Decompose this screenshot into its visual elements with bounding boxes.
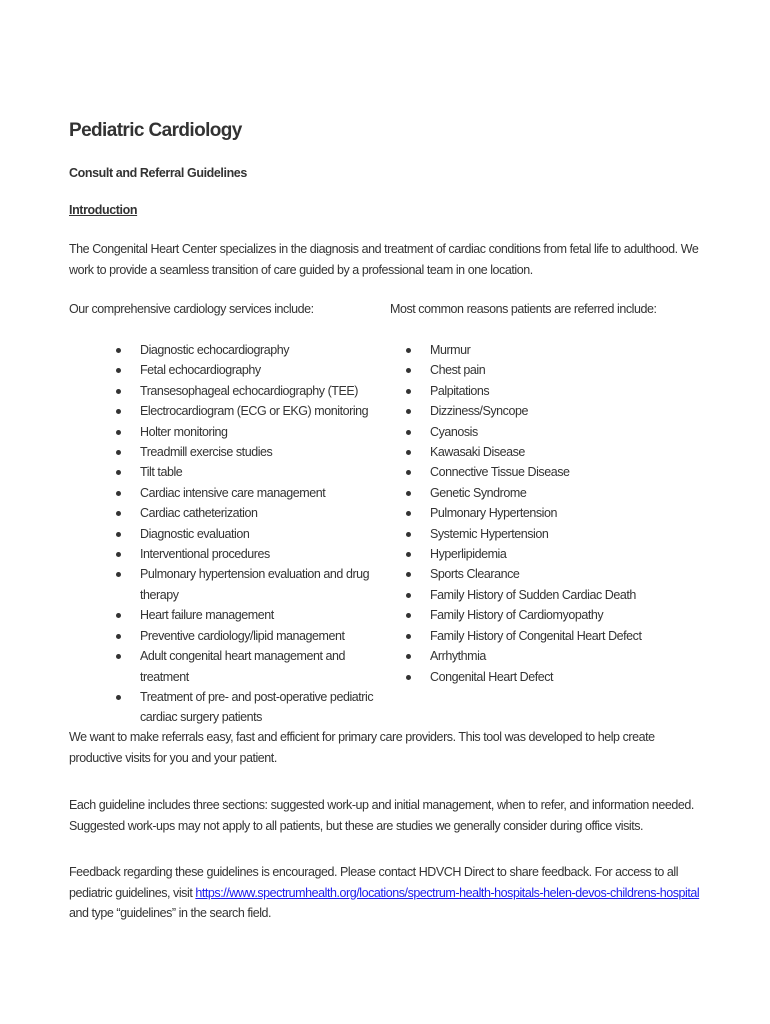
page-subtitle: Consult and Referral Guidelines	[69, 166, 247, 180]
reasons-list	[406, 340, 706, 687]
bullet-icon	[116, 572, 121, 577]
bullet-icon	[406, 572, 411, 577]
list-item-label: Connective Tissue Disease	[430, 465, 570, 480]
bullet-icon	[116, 532, 121, 537]
list-item	[116, 422, 386, 442]
list-item-label: Pulmonary hypertension evaluation and drug therapy	[140, 567, 370, 602]
list-item	[406, 626, 706, 646]
list-item	[406, 422, 706, 442]
list-item-label: Fetal echocardiography	[140, 363, 261, 378]
list-item-label: Diagnostic echocardiography	[140, 343, 290, 357]
bullet-icon	[406, 389, 411, 394]
list-item-label: Family History of Congenital Heart Defect	[430, 628, 642, 643]
list-item	[406, 605, 706, 625]
list-item	[406, 442, 706, 462]
bullet-icon	[406, 368, 411, 373]
list-item	[116, 605, 386, 625]
list-item	[406, 360, 706, 380]
list-item	[116, 503, 386, 523]
list-item	[406, 667, 706, 687]
list-item	[406, 483, 706, 503]
list-item	[116, 360, 386, 380]
list-item	[406, 646, 706, 666]
bullet-icon	[116, 613, 121, 618]
list-item	[116, 524, 386, 544]
list-item	[406, 544, 706, 564]
bullet-icon	[116, 430, 121, 435]
list-item-label: Hyperlipidemia	[430, 547, 507, 562]
list-item	[406, 462, 706, 482]
list-item	[116, 381, 386, 401]
guidelines-link[interactable]: https://www.spectrumhealth.org/locations/spectrum-health-hospitals-helen-devos-childrens-hospital	[195, 885, 700, 900]
list-item-label: Arrhythmia	[430, 649, 486, 664]
bullet-icon	[406, 511, 411, 516]
list-item-label: Treadmill exercise studies	[140, 445, 273, 460]
list-item	[406, 564, 706, 584]
bullet-icon	[406, 491, 411, 496]
list-item-label: Adult congenital heart management and treatment	[140, 649, 346, 684]
page-title: Pediatric Cardiology	[69, 120, 242, 141]
list-item	[406, 401, 706, 421]
list-item-label: Sports Clearance	[430, 567, 520, 582]
list-item-label: Cardiac intensive care management	[140, 485, 326, 500]
list-item	[116, 646, 386, 687]
bullet-icon	[406, 613, 411, 618]
reasons-heading: Most common reasons patients are referred include:	[390, 302, 657, 316]
list-item-label: Chest pain	[430, 363, 486, 378]
list-item	[116, 544, 386, 564]
list-item-label: Cardiac catheterization	[140, 506, 258, 521]
bullet-icon	[116, 470, 121, 475]
bullet-icon	[406, 409, 411, 414]
list-item	[406, 524, 706, 544]
bullet-icon	[116, 450, 121, 455]
list-item-label: Transesophageal echocardiography (TEE)	[140, 383, 358, 398]
referrals-paragraph: We want to make referrals easy, fast and efficient for primary care providers. This tool was developed to help create productive visits for you and your patient.	[69, 730, 655, 765]
bullet-icon	[406, 593, 411, 598]
list-item	[116, 462, 386, 482]
feedback-text: Feedback regarding these guidelines is encouraged. Please contact HDVCH Direct to share feedback. For access to all pediatric guidelines, visit	[69, 865, 679, 900]
list-item-label: Interventional procedures	[140, 547, 270, 562]
bullet-icon	[406, 450, 411, 455]
list-item	[116, 626, 386, 646]
list-item-label: Holter monitoring	[140, 424, 228, 439]
bullet-icon	[116, 409, 121, 414]
list-item	[116, 687, 386, 728]
list-item	[406, 585, 706, 605]
list-item	[116, 340, 386, 360]
bullet-icon	[406, 430, 411, 435]
bullet-icon	[406, 654, 411, 659]
list-item	[116, 442, 386, 462]
list-item-label: Electrocardiogram (ECG or EKG) monitoring	[140, 404, 369, 419]
list-item-label: Tilt table	[140, 465, 183, 480]
bullet-icon	[406, 675, 411, 680]
list-item-label: Family History of Cardiomyopathy	[430, 608, 604, 623]
list-item-label: Pulmonary Hypertension	[430, 506, 557, 521]
list-item-label: Genetic Syndrome	[430, 485, 527, 500]
services-heading: Our comprehensive cardiology services include:	[69, 302, 314, 316]
list-item-label: Dizziness/Syncope	[430, 404, 528, 419]
bullet-icon	[116, 552, 121, 557]
bullet-icon	[406, 348, 411, 353]
list-item	[116, 483, 386, 503]
list-item-label: Palpitations	[430, 383, 490, 398]
list-item-label: Heart failure management	[140, 608, 274, 623]
bullet-icon	[406, 552, 411, 557]
guideline-sections-paragraph: Each guideline includes three sections: suggested work-up and initial management, when to refer, and information needed. Suggested work-ups may not apply to all patients, but these are studies we generally consider during office visits.	[69, 798, 694, 833]
bullet-icon	[406, 532, 411, 537]
bullet-icon	[406, 470, 411, 475]
bullet-icon	[116, 348, 121, 353]
bullet-icon	[116, 511, 121, 516]
list-item-label: Murmur	[430, 343, 471, 357]
introduction-heading: Introduction	[69, 203, 138, 217]
list-item-label: Cyanosis	[430, 424, 478, 439]
feedback-paragraph	[69, 862, 709, 924]
list-item	[406, 340, 706, 360]
list-item-label: Congenital Heart Defect	[430, 669, 554, 684]
list-item	[406, 503, 706, 523]
list-item-label: Diagnostic evaluation	[140, 526, 250, 541]
introduction-paragraph: The Congenital Heart Center specializes in the diagnosis and treatment of cardiac conditions from fetal life to adulthood. We work to provide a seamless transition of care guided by a professional team in one location.	[69, 242, 699, 277]
bullet-icon	[406, 634, 411, 639]
services-list	[116, 340, 386, 728]
list-item	[116, 564, 386, 605]
list-item-label: Kawasaki Disease	[430, 445, 525, 460]
bullet-icon	[116, 389, 121, 394]
list-item-label: Treatment of pre- and post-operative pediatric cardiac surgery patients	[140, 689, 374, 725]
bullet-icon	[116, 695, 121, 700]
feedback-text-end: and type “guidelines” in the search field.	[69, 906, 272, 920]
list-item	[406, 381, 706, 401]
list-item-label: Systemic Hypertension	[430, 526, 549, 541]
list-item-label: Family History of Sudden Cardiac Death	[430, 587, 636, 602]
list-item	[116, 401, 386, 421]
list-item-label: Preventive cardiology/lipid management	[140, 628, 345, 643]
bullet-icon	[116, 368, 121, 373]
bullet-icon	[116, 491, 121, 496]
bullet-icon	[116, 654, 121, 659]
bullet-icon	[116, 634, 121, 639]
